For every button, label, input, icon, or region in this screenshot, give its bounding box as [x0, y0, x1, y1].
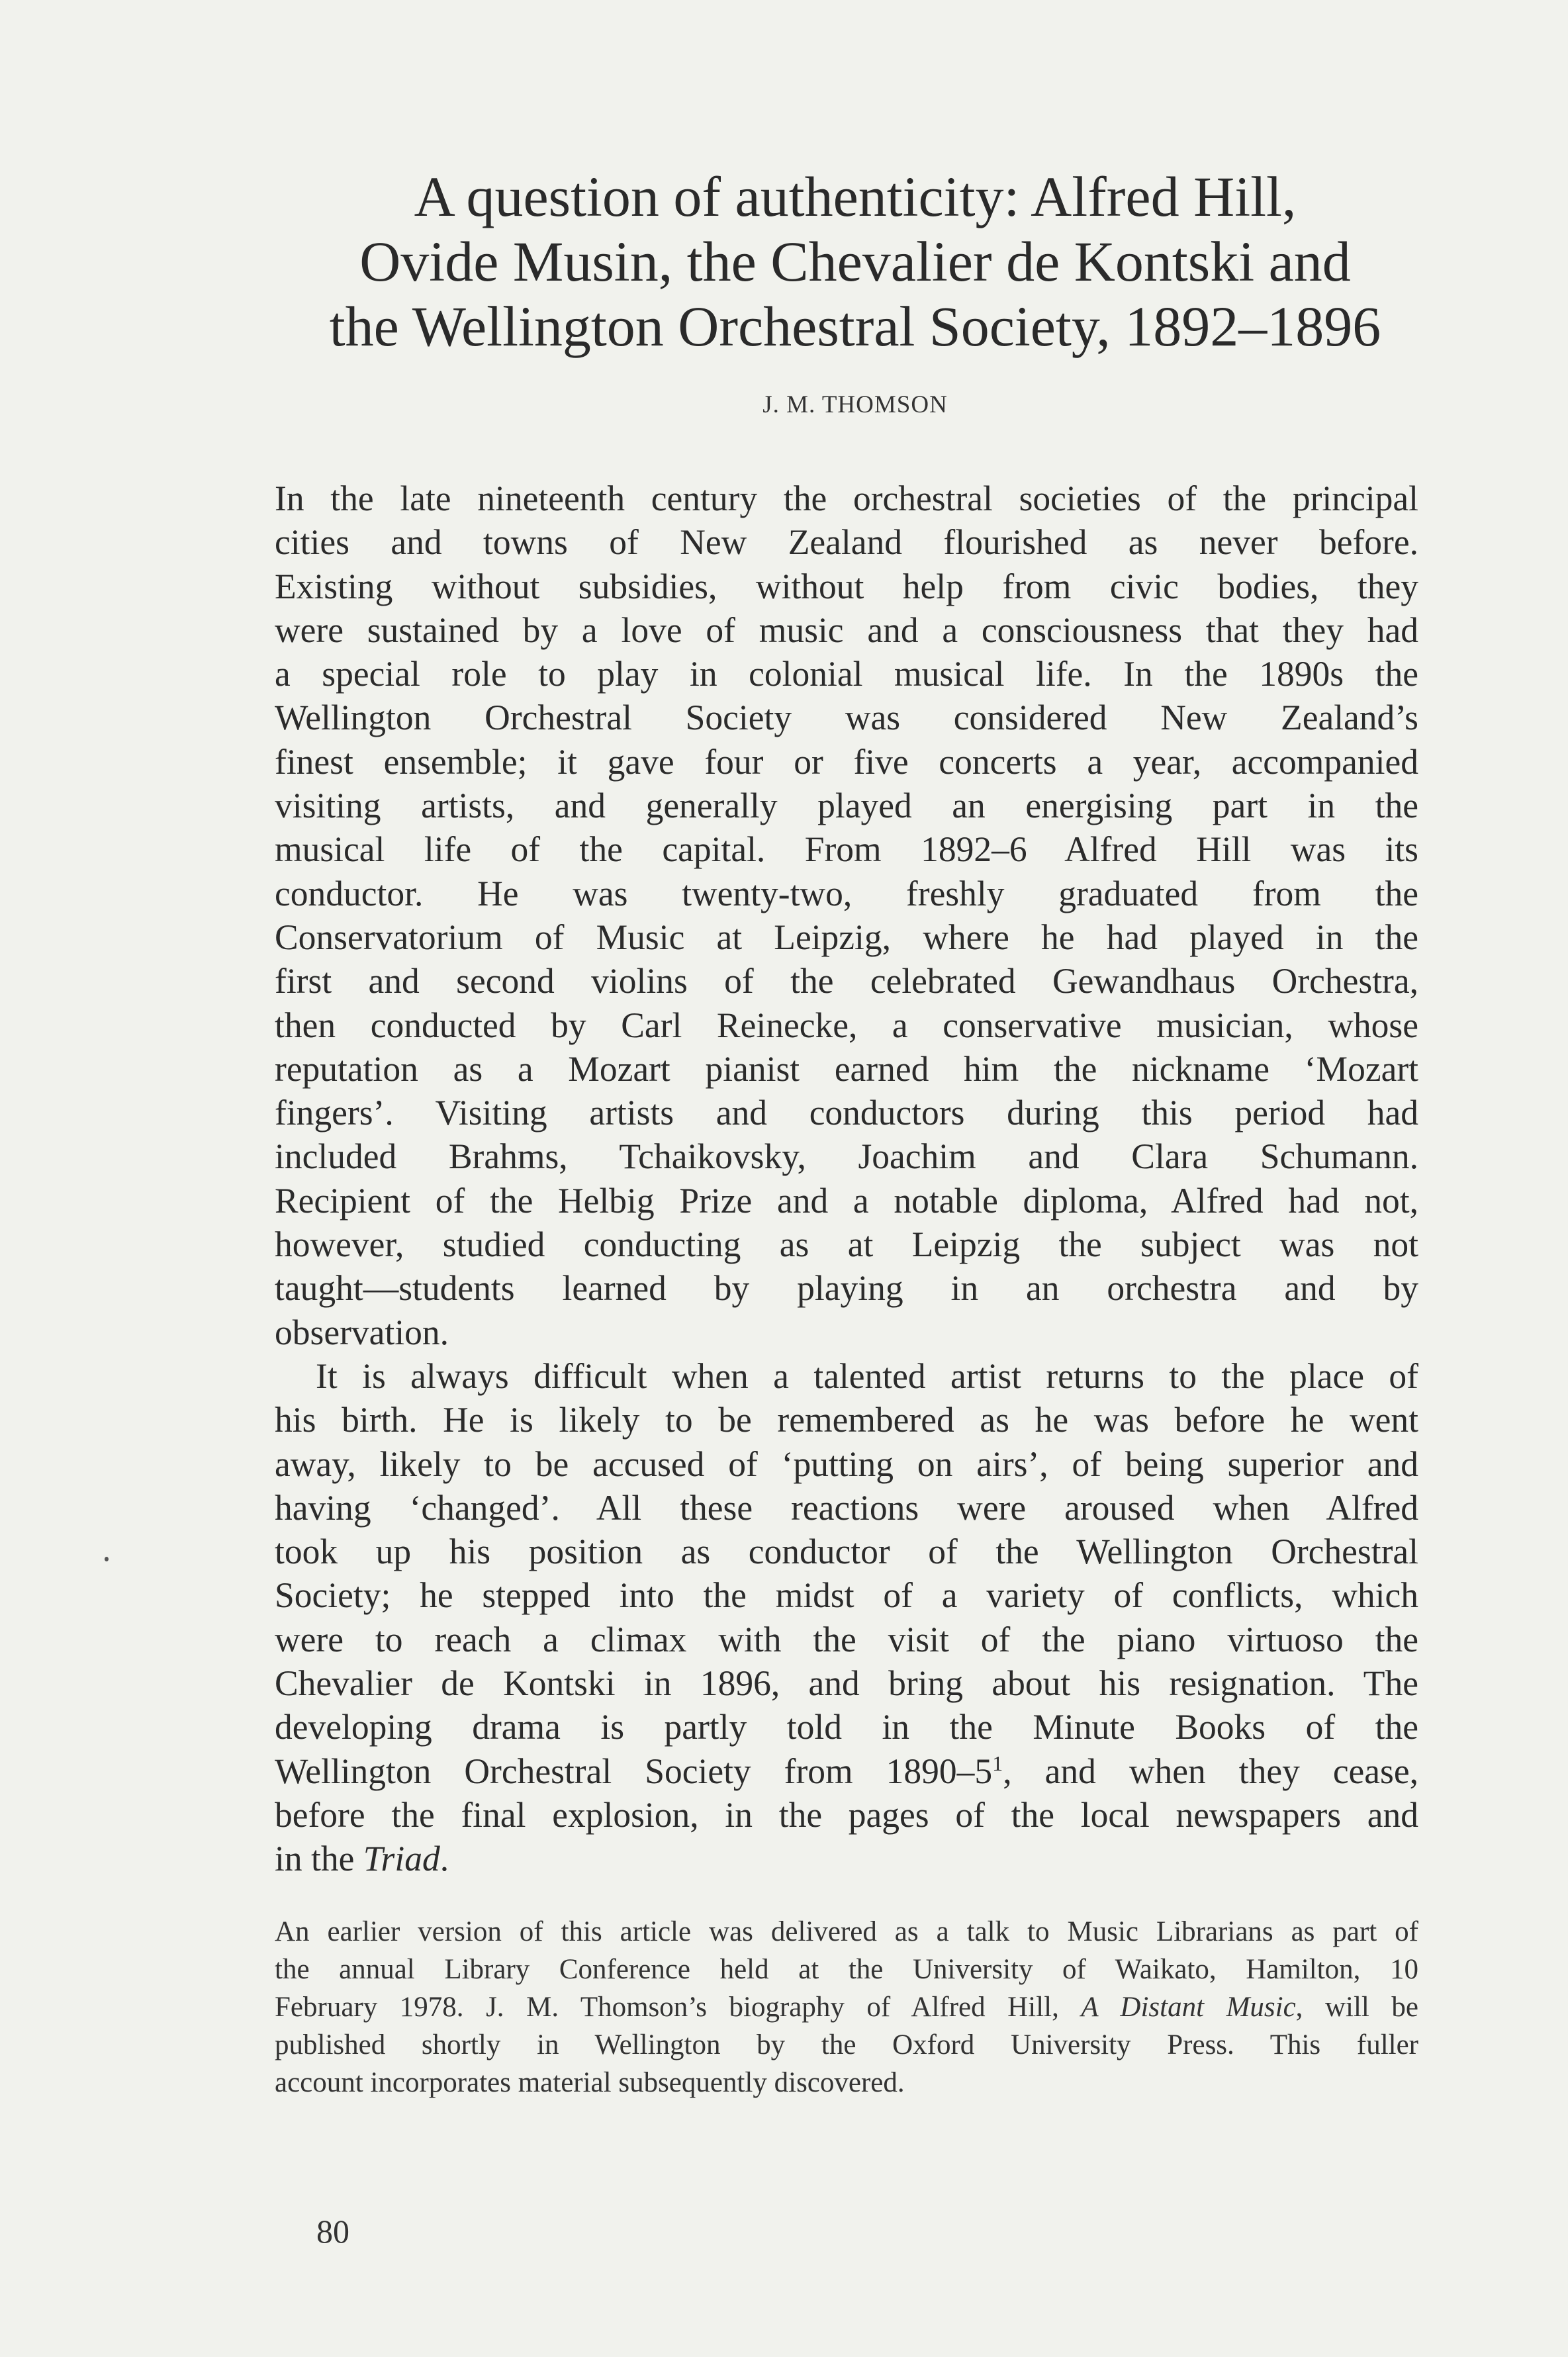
- text-fragment: Wellington Orchestral Society from 1890–5: [275, 1751, 993, 1791]
- print-speck: [105, 1557, 109, 1561]
- text-line: taught—students learned by playing in an orchestra and by: [275, 1268, 1418, 1309]
- paragraph-2: [275, 1354, 1418, 1881]
- text-line: observation.: [275, 1312, 449, 1352]
- text-line: visiting artists, and generally played an energising part in the: [275, 786, 1418, 826]
- text-line: before the final explosion, in the pages of the local newspapers and: [275, 1794, 1418, 1835]
- text-line: were to reach a climax with the visit of the piano virtuoso the: [275, 1619, 1418, 1659]
- text-line: Society; he stepped into the midst of a variety of conflicts, which: [275, 1575, 1418, 1616]
- text-line: Chevalier de Kontski in 1896, and bring about his resignation. The: [275, 1663, 1418, 1704]
- text-line: however, studied conducting as at Leipzig the subject was not: [275, 1225, 1418, 1265]
- text-line: Wellington Orchestral Society was considered New Zealand’s: [275, 698, 1418, 738]
- note-line: published shortly in Wellington by the Oxford University Press. This fuller: [275, 2029, 1418, 2060]
- text-line: developing drama is partly told in the Minute Books of the: [275, 1707, 1418, 1747]
- paragraph-1: [275, 477, 1418, 1354]
- text-line: included Brahms, Tchaikovsky, Joachim and Clara Schumann.: [275, 1136, 1418, 1177]
- text-fragment: in the: [275, 1839, 363, 1879]
- note-line: An earlier version of this article was delivered as a talk to Music Librarians as part of: [275, 1916, 1418, 1947]
- text-line: [275, 1837, 1418, 1880]
- text-line: In the late nineteenth century the orchestral societies of the principal: [275, 479, 1418, 518]
- text-line: fingers’. Visiting artists and conductors during this period had: [275, 1093, 1418, 1133]
- title-line: the Wellington Orchestral Society, 1892–1896: [329, 295, 1381, 358]
- text-fragment: , and when they cease,: [1003, 1751, 1418, 1791]
- text-line: first and second violins of the celebrated Gewandhaus Orchestra,: [275, 961, 1418, 1001]
- text-line: then conducted by Carl Reinecke, a conservative musician, whose: [275, 1005, 1418, 1045]
- text-line: It is always difficult when a talented artist returns to the place of: [316, 1356, 1418, 1396]
- text-fragment: .: [439, 1839, 449, 1879]
- text-line-with-footnote: [275, 1749, 1418, 1793]
- text-line: musical life of the capital. From 1892–6 Alfred Hill was its: [275, 829, 1418, 870]
- note-line: [275, 1988, 1418, 2026]
- text-line: were sustained by a love of music and a consciousness that they had: [275, 610, 1418, 650]
- text-line: Existing without subsidies, without help from civic bodies, they: [275, 566, 1418, 606]
- text-line: a special role to play in colonial musical life. In the 1890s the: [275, 654, 1418, 694]
- text-line: conductor. He was twenty-two, freshly graduated from the: [275, 873, 1418, 913]
- title-line: A question of authenticity: Alfred Hill,: [414, 165, 1297, 228]
- text-line: Conservatorium of Music at Leipzig, where he had played in the: [275, 917, 1418, 957]
- article-body: [275, 477, 1418, 1881]
- text-line: having ‘changed’. All these reactions were aroused when Alfred: [275, 1487, 1418, 1528]
- note-line: the annual Library Conference held at the University of Waikato, Hamilton, 10: [275, 1954, 1418, 1985]
- text-line: away, likely to be accused of ‘putting on airs’, of being superior and: [275, 1444, 1418, 1484]
- text-line: took up his position as conductor of the Wellington Orchestral: [275, 1532, 1418, 1572]
- text-line: Recipient of the Helbig Prize and a notable diploma, Alfred had not,: [275, 1180, 1418, 1221]
- journal-title: Triad: [363, 1839, 440, 1879]
- article-note: [275, 1913, 1418, 2102]
- text-line: finest ensemble; it gave four or five concerts a year, accompanied: [275, 741, 1418, 782]
- text-line: his birth. He is likely to be remembered as he was before he went: [275, 1400, 1418, 1440]
- text-fragment: February 1978. J. M. Thomson’s biography of Alfred Hill,: [275, 1992, 1082, 2023]
- book-title: A Distant Music: [1081, 1992, 1296, 2023]
- text-line: cities and towns of New Zealand flourished as never before.: [275, 522, 1418, 563]
- text-line: reputation as a Mozart pianist earned him the nickname ‘Mozart: [275, 1048, 1418, 1089]
- page-number: 80: [316, 2213, 349, 2250]
- note-line: account incorporates material subsequently discovered.: [275, 2067, 905, 2098]
- article-title: [273, 164, 1438, 359]
- title-line: Ovide Musin, the Chevalier de Kontski and: [359, 230, 1351, 293]
- footnote-mark: 1: [992, 1751, 1003, 1775]
- text-fragment: , will be: [1295, 1992, 1418, 2023]
- author-byline: J. M. THOMSON: [762, 391, 948, 418]
